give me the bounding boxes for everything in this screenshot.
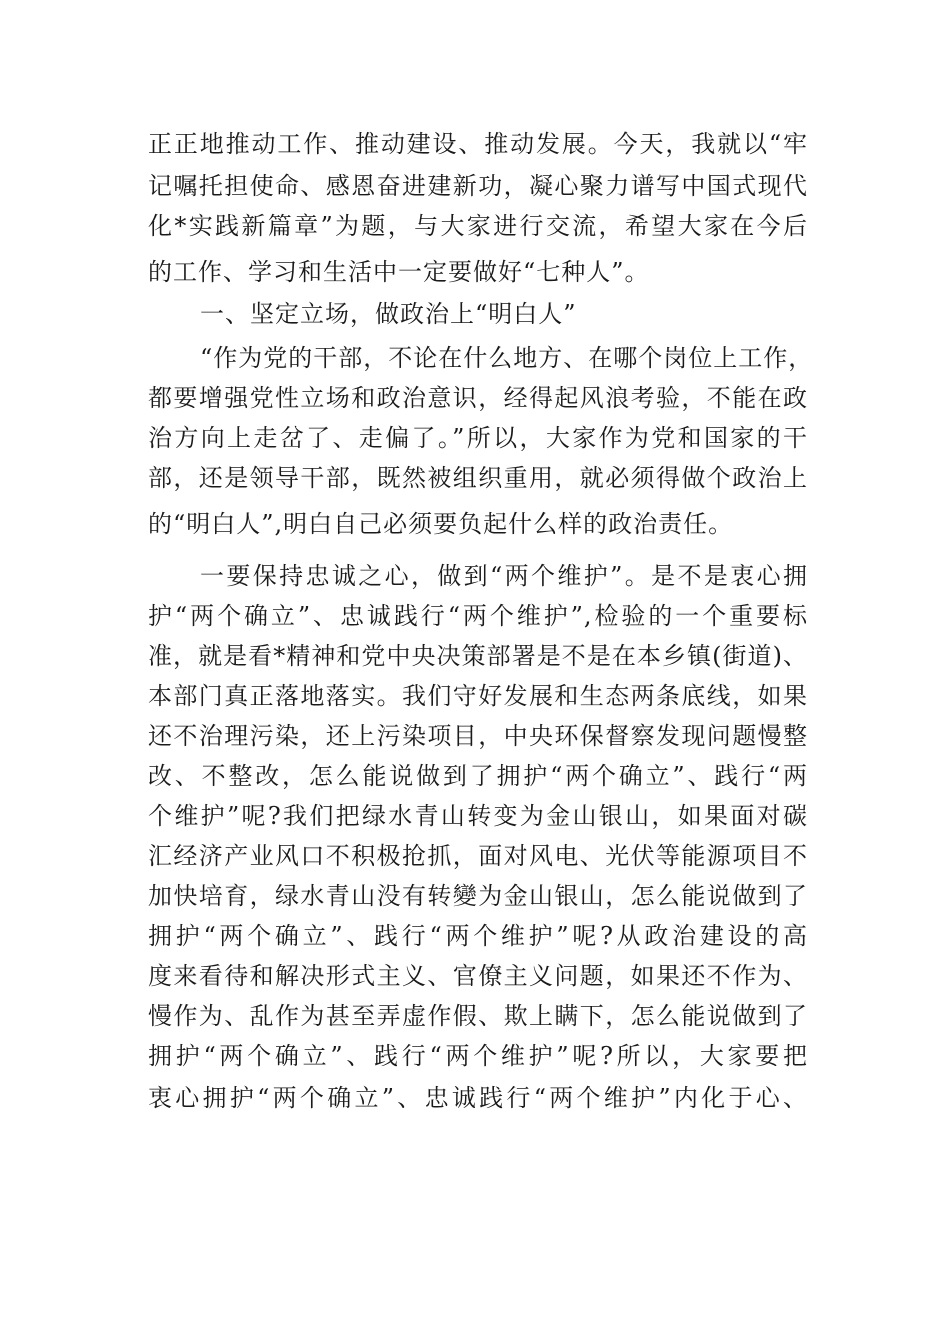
- text-line: 化*实践新篇章”为题，与大家进行交流，希望大家在今后: [148, 212, 808, 240]
- text-line: 拥护“两个确立”、践行“两个维护”呢?从政治建设的高: [148, 922, 808, 950]
- text-line: 汇经济产业风口不积极抢抓，面对风电、光伏等能源项目不: [148, 842, 808, 870]
- text-line: 本部门真正落地落实。我们守好发展和生态两条底线，如果: [148, 682, 808, 710]
- text-line: 个维护”呢?我们把绿水青山转变为金山银山，如果面对碳: [148, 802, 808, 830]
- text-line: 治方向上走岔了、走偏了。”所以，大家作为党和国家的干: [148, 424, 808, 452]
- text-line: 准，就是看*精神和党中央决策部署是不是在本乡镇(街道)、: [148, 642, 808, 670]
- text-line: 记嘱托担使命、感恩奋进建新功，凝心聚力谱写中国式现代: [148, 172, 808, 200]
- text-line: 的“明白人”,明白自己必须要负起什么样的政治责任。: [148, 510, 734, 538]
- text-line: 护“两个确立”、忠诚践行“两个维护”,检验的一个重要标: [148, 602, 808, 630]
- text-line: 都要增强党性立场和政治意识，经得起风浪考验，不能在政: [148, 384, 808, 412]
- text-line: 一要保持忠诚之心，做到“两个维护”。是不是衷心拥: [200, 562, 808, 590]
- text-line: 正正地推动工作、推动建设、推动发展。今天，我就以“牢: [148, 130, 808, 158]
- text-line: 部，还是领导干部，既然被组织重用，就必须得做个政治上: [148, 464, 808, 492]
- text-line: 拥护“两个确立”、践行“两个维护”呢?所以，大家要把: [148, 1042, 808, 1070]
- text-line: 还不治理污染，还上污染项目，中央环保督察发现问题慢整: [148, 722, 808, 750]
- text-line: 加快培育，绿水青山没有转變为金山银山，怎么能说做到了: [148, 882, 808, 910]
- text-line: 度来看待和解决形式主义、官僚主义问题，如果还不作为、: [148, 962, 808, 990]
- text-line: 慢作为、乱作为甚至弄虚作假、欺上瞒下，怎么能说做到了: [148, 1002, 808, 1030]
- text-line: 改、不整改，怎么能说做到了拥护“两个确立”、践行“两: [148, 762, 808, 790]
- text-line: 的工作、学习和生活中一定要做好“七种人”。: [148, 258, 650, 286]
- section-heading: 一、坚定立场，做政治上“明白人”: [200, 300, 577, 328]
- text-line: 衷心拥护“两个确立”、忠诚践行“两个维护”内化于心、: [148, 1084, 808, 1112]
- text-line: “作为党的干部，不论在什么地方、在哪个岗位上工作，: [200, 344, 814, 372]
